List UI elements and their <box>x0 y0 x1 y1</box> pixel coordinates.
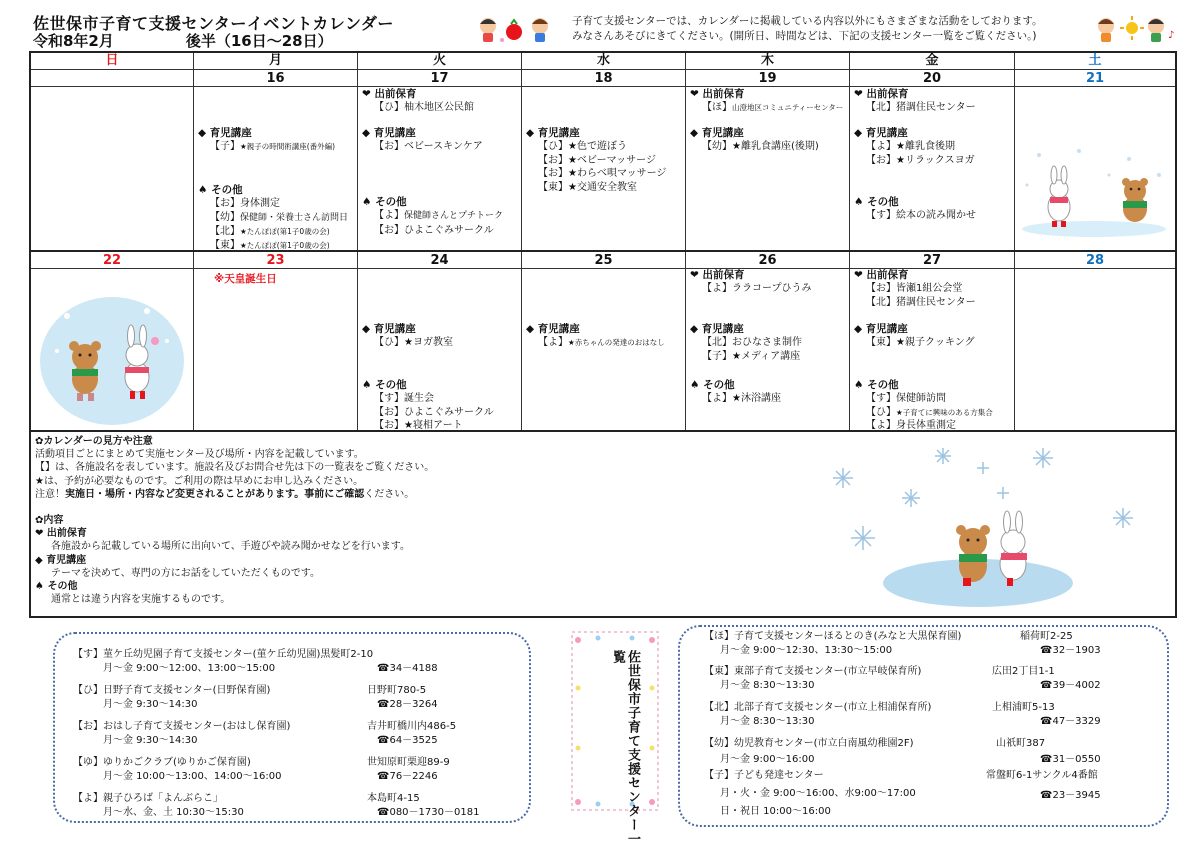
dir-name-yu: 【ゆ】ゆりかごクラブ(ゆりかご保育園) <box>73 757 251 768</box>
day-22: 22 <box>102 253 122 268</box>
dir-addr-kodomo: 常盤町6-1サンクル4番館 <box>986 770 1098 781</box>
svg-text:♪: ♪ <box>1168 30 1175 41</box>
dir-addr-higashi: 広田2丁目1-1 <box>992 666 1055 677</box>
dir-name-yo: 【よ】親子ひろば「よんぶらこ」 <box>73 793 223 804</box>
dir-tel-yo: ☎080－1730－0181 <box>377 807 480 818</box>
day-20: 20 <box>922 71 942 86</box>
dir-addr-ho: 稲荷町2-25 <box>1020 631 1073 642</box>
day-24: 24 <box>430 253 449 268</box>
weekday-sat: 土 <box>1088 53 1102 68</box>
cell-26-course: ◆ 育児講座 【北】おひなさま制作 【子】★メディア講座 <box>690 323 802 362</box>
diamond-icon: ◆ <box>526 323 535 335</box>
weekday-tue: 火 <box>432 53 446 68</box>
dir-hours-yu: 月～金 10:00～13:00、14:00～16:00 <box>103 771 282 782</box>
day-27: 27 <box>922 253 942 268</box>
dir-name-you: 【幼】幼児教育センター(市立白南風幼稚園2F) <box>704 738 914 749</box>
weekday-sun: 日 <box>105 53 119 68</box>
page-title: 佐世保市子育て支援センターイベントカレンダー <box>33 14 394 33</box>
heart-icon: ❤ <box>854 88 863 100</box>
year-month: 令和8年2月 <box>33 32 114 50</box>
dir-tel-ho: ☎32－1903 <box>1040 645 1101 656</box>
day-19: 19 <box>758 71 777 86</box>
notice-line-1: 子育て支援センターでは、カレンダーに掲載している内容以外にもさまざまな活動をしております。 <box>572 15 1043 27</box>
dir-tel-higashi: ☎39－4002 <box>1040 680 1101 691</box>
diamond-icon: ◆ <box>198 127 207 139</box>
day-17: 17 <box>430 71 449 86</box>
notice-text <box>572 14 1043 44</box>
holiday-label: ※天皇誕生日 <box>214 273 277 285</box>
dir-name-kodomo: 【子】子ども発達センター <box>704 770 824 781</box>
dir-tel-su: ☎34－4188 <box>377 663 438 674</box>
notes-heading: ✿カレンダーの見方や注意 <box>35 436 153 447</box>
dir-hours-ho: 月～金 9:00～12:30、13:30～15:00 <box>720 645 893 656</box>
weekday-wed: 水 <box>596 53 610 68</box>
cell-17-course: ◆ 育児講座 【お】ベビースキンケア <box>362 127 483 153</box>
day-28: 28 <box>1085 253 1105 268</box>
directory-title: 佐世保市子育て支援センター一覧 <box>610 650 640 846</box>
dir-name-higashi: 【東】東部子育て支援センター(市立早岐保育所) <box>704 666 922 677</box>
dir-tel-yu: ☎76－2246 <box>377 771 438 782</box>
dir-addr-kita: 上相浦町5-13 <box>992 702 1055 713</box>
dir-addr-yu: 世知原町栗迎89-9 <box>367 757 450 768</box>
weekday-mon: 月 <box>268 53 282 68</box>
dir-hours2-kodomo: 日・祝日 10:00～16:00 <box>720 806 831 817</box>
kids-illustration-icon <box>478 12 558 44</box>
dir-tel-kodomo: ☎23－3945 <box>1040 790 1101 801</box>
diamond-icon: ◆ <box>362 127 371 139</box>
dir-name-hi: 【ひ】日野子育て支援センター(日野保育園) <box>73 685 271 696</box>
day-16: 16 <box>266 71 285 86</box>
caution-line: 注意！実施日・場所・内容など変更されることがあります。事前にご確認ください。 <box>35 488 415 500</box>
dir-name-ho: 【ほ】子育て支援センターほるとのき(みなと大黒保育園) <box>704 631 962 642</box>
spade-icon: ♠ <box>198 184 208 196</box>
event-calendar <box>29 51 1177 432</box>
dir-tel-kita: ☎47－3329 <box>1040 716 1101 727</box>
cell-27-other: ♠ その他 【す】保健師訪問 【ひ】★子育てに興味のある方集合 【よ】身長体重測定 <box>854 379 993 432</box>
heart-icon: ❤ <box>362 88 371 100</box>
notes-panel <box>29 432 1177 618</box>
period-label: 後半（16日～28日） <box>185 32 333 50</box>
dir-tel-hi: ☎28－3264 <box>377 699 438 710</box>
cell-19-course: ◆ 育児講座 【幼】★離乳食講座(後期) <box>690 127 819 153</box>
day-26: 26 <box>758 253 777 268</box>
bear-rabbit-snow-illustration-icon <box>1019 145 1169 241</box>
dir-hours-you: 月～金 9:00～16:00 <box>720 754 815 765</box>
center-directory-right <box>678 625 1169 827</box>
day-21: 21 <box>1085 71 1105 86</box>
diamond-icon: ◆ <box>362 323 371 335</box>
diamond-icon: ◆ <box>854 127 863 139</box>
dir-addr-hi: 日野町780-5 <box>367 685 427 696</box>
cell-26-outreach: ❤ 出前保育 【よ】ララコープひうみ <box>690 269 812 295</box>
cell-27-course: ◆ 育児講座 【東】★親子クッキング <box>854 323 975 349</box>
cell-17-other: ♠ その他 【よ】保健師さんとプチトーク 【お】ひよこぐみサークル <box>362 196 504 236</box>
weekday-fri: 金 <box>925 53 939 68</box>
dir-addr-yo: 本島町4-15 <box>367 793 420 804</box>
diamond-icon: ◆ <box>526 127 535 139</box>
cell-25-course: ◆ 育児講座 【よ】★赤ちゃんの発達のおはなし <box>526 323 665 349</box>
diamond-icon: ◆ <box>690 127 699 139</box>
dir-name-su: 【す】菫ケ丘幼児園子育て支援センター(菫ケ丘幼児園)黒髪町2-10 <box>73 649 374 660</box>
dir-tel-o: ☎64－3525 <box>377 735 438 746</box>
dir-addr-o: 吉井町橋川内486-5 <box>367 721 457 732</box>
center-directory-left <box>53 632 531 823</box>
spade-icon: ♠ <box>362 379 372 391</box>
dir-tel-you: ☎31－0550 <box>1040 754 1101 765</box>
dir-hours-kodomo: 月・火・金 9:00～16:00、水9:00～17:00 <box>720 788 916 799</box>
cell-19-outreach: ❤ 出前保育 【ほ】山澄地区コミュニティーセンター <box>690 88 844 114</box>
page-subtitle <box>33 30 333 51</box>
heart-icon: ❤ <box>35 528 44 540</box>
cell-27-outreach: ❤ 出前保育 【お】皆瀬1組公会堂 【北】猪調住民センター <box>854 269 976 308</box>
dir-hours-higashi: 月～金 8:30～13:30 <box>720 680 815 691</box>
cell-26-other: ♠ その他 【よ】★沐浴講座 <box>690 379 781 405</box>
dir-hours-hi: 月～金 9:30～14:30 <box>103 699 198 710</box>
cell-16-course: ◆ 育児講座 【子】★親子の時間術講座(番外編) <box>198 127 336 153</box>
kids-sun-illustration-icon <box>1096 12 1176 44</box>
dir-name-o: 【お】おはし子育て支援センター(おはし保育園) <box>73 721 291 732</box>
dir-hours-su: 月～金 9:00～12:00、13:00～15:00 <box>103 663 276 674</box>
dir-name-kita: 【北】北部子育て支援センター(市立上相浦保育所) <box>704 702 932 713</box>
cell-18-course: ◆ 育児講座 【ひ】★色で遊ぼう 【お】★ベビーマッサージ 【お】★わらべ唄マッサージ 【東】★交通安全教室 <box>526 127 667 193</box>
spade-icon: ♠ <box>690 379 700 391</box>
bear-rabbit-skating-illustration-icon <box>37 291 187 427</box>
heart-icon: ❤ <box>690 88 699 100</box>
spade-icon: ♠ <box>35 581 44 593</box>
notice-line-2: みなさんあそびにきてください。(開所日、時間などは、下記の支援センター一覧をご覧ください。) <box>572 30 1037 42</box>
diamond-icon: ◆ <box>690 323 699 335</box>
spade-icon: ♠ <box>854 196 864 208</box>
diamond-icon: ◆ <box>35 554 43 566</box>
cell-24-course: ◆ 育児講座 【ひ】★ヨガ教室 <box>362 323 453 349</box>
heart-icon: ❤ <box>690 269 699 281</box>
diamond-icon: ◆ <box>854 323 863 335</box>
spade-icon: ♠ <box>362 196 372 208</box>
day-23: 23 <box>266 253 285 268</box>
dir-hours-yo: 月～水、金、土 10:30～15:30 <box>103 807 244 818</box>
spade-icon: ♠ <box>854 379 864 391</box>
cell-20-other: ♠ その他 【す】絵本の読み聞かせ <box>854 196 976 222</box>
day-18: 18 <box>594 71 613 86</box>
heart-icon: ❤ <box>854 269 863 281</box>
cell-17-outreach: ❤ 出前保育 【ひ】柚木地区公民館 <box>362 88 474 114</box>
cell-20-course: ◆ 育児講座 【よ】★離乳食後期 【お】★リラックスヨガ <box>854 127 975 166</box>
notes-text: ✿カレンダーの見方や注意 活動項目ごとにまとめて実施センター及び場所・内容を記載しています。 【】は、各施設名を表しています。施設名及びお問合せ先は下の一覧表をご覧ください。 ★は、予約が必要なものです。ご利用の際は早めにお申し込みください。 注意！実施日・場所・内容など変更されることがあります。事前にご確認ください。 ✿内容 ❤ 出前保育 各施設から記載している場所に出向いて、手遊びや読み聞かせなどを行います。 ◆ 育児講座 テーマを決めて、専門の方にお話をしていただくものです。 ♠ その他 通常とは違う内容を実施するものです。 <box>35 436 435 606</box>
weekday-thu: 木 <box>760 53 774 68</box>
content-heading: ✿内容 <box>35 515 64 527</box>
cell-16-other: ♠ その他 【お】身体測定 【幼】保健師・栄養士さん訪問日 【北】★たんぽぽ(第1子0歳の会) 【東】★たんぽぽ(第1子0歳の会) <box>198 184 349 251</box>
cell-20-outreach: ❤ 出前保育 【北】猪調住民センター <box>854 88 976 114</box>
dir-hours-o: 月～金 9:30～14:30 <box>103 735 198 746</box>
dir-addr-you: 山祇町387 <box>996 738 1046 749</box>
day-25: 25 <box>594 253 613 268</box>
snow-skating-illustration-icon <box>823 438 1153 614</box>
dir-hours-kita: 月～金 8:30～13:30 <box>720 716 815 727</box>
cell-24-other: ♠ その他 【す】誕生会 【お】ひよこぐみサークル 【お】★寝相アート <box>362 379 494 432</box>
